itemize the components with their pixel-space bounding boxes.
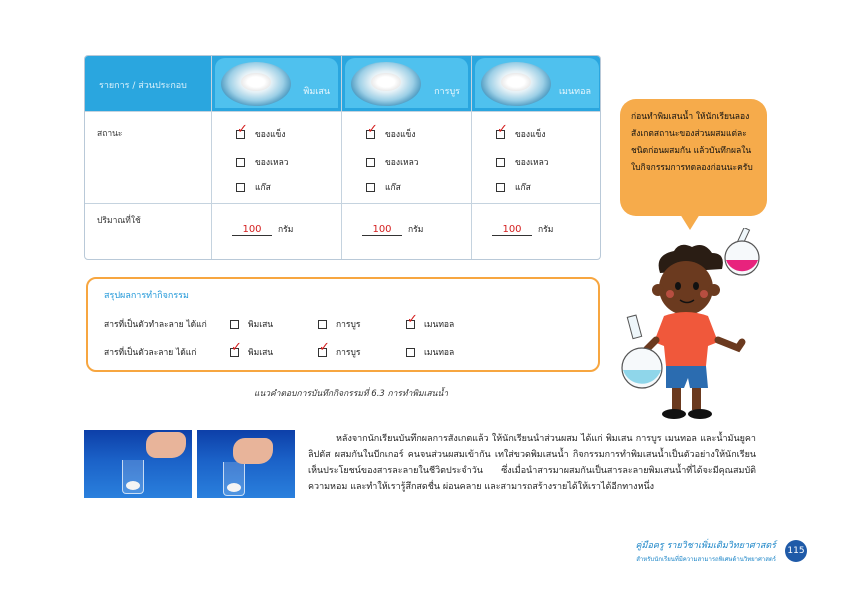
checkbox[interactable]	[236, 130, 245, 139]
checkbox[interactable]	[236, 158, 245, 167]
state-option-solid[interactable]: ✓ ของแข็ง	[236, 127, 286, 141]
checkbox[interactable]	[230, 348, 239, 357]
checkbox[interactable]	[496, 130, 505, 139]
round-flask-icon	[725, 228, 759, 275]
beaker-shape	[122, 460, 144, 494]
checkbox[interactable]	[318, 320, 327, 329]
summary-box	[86, 277, 600, 372]
checkbox[interactable]	[406, 348, 415, 357]
column-header-label: การบูร	[434, 87, 460, 97]
summary-option[interactable]: ✓ การบูร	[318, 345, 384, 359]
column-header-label: เมนทอล	[558, 87, 591, 97]
amount-field: 100 กรัม	[362, 222, 423, 236]
state-option-gas[interactable]: แก๊ส	[496, 180, 531, 194]
state-option-solid[interactable]: ✓ ของแข็ง	[496, 127, 546, 141]
summary-row-solute	[104, 345, 494, 359]
summary-row-solvent	[104, 317, 494, 331]
amount-value: 100	[362, 224, 402, 236]
sample-dish-image	[351, 62, 421, 106]
checkbox[interactable]	[366, 130, 375, 139]
summary-option[interactable]: การบูร	[318, 317, 384, 331]
summary-title: สรุปผลการทำกิจกรรม	[104, 291, 189, 301]
state-option-liquid[interactable]: ของเหลว	[496, 155, 549, 169]
page-number-badge: 115	[785, 540, 807, 562]
figure-caption: แนวคำตอบการบันทึกกิจกรรมที่ 6.3 การทำพิมเสนน้ำ	[254, 389, 449, 399]
checkbox[interactable]	[406, 320, 415, 329]
column-menthol	[471, 56, 601, 259]
checkbox[interactable]	[318, 348, 327, 357]
column-header-card	[475, 58, 599, 108]
checkbox[interactable]	[236, 183, 245, 192]
state-option-gas[interactable]: แก๊ส	[236, 180, 271, 194]
checkbox[interactable]	[496, 183, 505, 192]
summary-row-label: สารที่เป็นตัวละลาย ได้แก่	[104, 348, 197, 358]
sample-dish-image	[481, 62, 551, 106]
summary-row-label: สารที่เป็นตัวทำละลาย ได้แก่	[104, 320, 207, 330]
checkbox[interactable]	[496, 158, 505, 167]
column-header-label: พิมเสน	[303, 87, 330, 97]
amount-value: 100	[232, 224, 272, 236]
handheld-flask-icon	[622, 315, 662, 388]
checkbox[interactable]	[366, 158, 375, 167]
speech-bubble	[620, 99, 767, 216]
hand-shape	[233, 438, 273, 464]
summary-option[interactable]: ✓ เมนทอล	[406, 317, 472, 331]
checkbox[interactable]	[230, 320, 239, 329]
summary-option[interactable]: พิมเสน	[230, 317, 296, 331]
hand-shape	[146, 432, 186, 458]
state-row-label: สถานะ	[97, 129, 123, 139]
column-header-card	[215, 58, 338, 108]
column-header-card	[345, 58, 468, 108]
speech-bubble-text: ก่อนทำพิมเสนน้ำ ให้นักเรียนลองสังเกตสถานะของส่วนผสมแต่ละชนิดก่อนผสมกัน แล้วบันทึกผลในใบกิจกรรมการทดลองก่อนนะครับ	[631, 112, 753, 173]
amount-field: 100 กรัม	[492, 222, 553, 236]
body-paragraph: หลังจากนักเรียนบันทึกผลการสังเกตแล้ว ให้นักเรียนนำส่วนผสม ได้แก่ พิมเสน การบูร เมนทอล และน้ำมันยูคาลิปตัส ผสมกันในบีกเกอร์ คนจนส่วนผสมเข้ากัน เทใส่ขวดพิมเสนน้ำ กิจกรรมการทำพิมเสนน้ำเป็นตัวอย่างให้นักเรียนเห็นประโยชน์ของสารละลายในชีวิตประจำวัน ซึ่งเมื่อนำสารมาผสมกันเป็นสารละลายพิมเสนน้ำที่ได้จะมีคุณสมบัติความหอม และทำให้เรารู้สึกสดชื่น ผ่อนคลาย และสามารถสร้างรายได้ให้เราได้อีกทางหนึ่ง	[308, 434, 756, 492]
state-option-gas[interactable]: แก๊ส	[366, 180, 401, 194]
header-row-label: รายการ / ส่วนประกอบ	[99, 81, 187, 91]
summary-option[interactable]: เมนทอล	[406, 345, 472, 359]
activity-record-table	[84, 55, 601, 260]
checkbox[interactable]	[366, 183, 375, 192]
photo-mixing-beaker	[84, 430, 192, 498]
state-option-liquid[interactable]: ของเหลว	[236, 155, 289, 169]
amount-field: 100 กรัม	[232, 222, 293, 236]
amount-value: 100	[492, 224, 532, 236]
column-borneol	[211, 56, 341, 259]
student-illustration	[620, 228, 770, 423]
sample-dish-image	[221, 62, 291, 106]
footer-title: คู่มือครู รายวิชาเพิ่มเติมวิทยาศาสตร์	[635, 541, 776, 551]
column-camphor	[341, 56, 471, 259]
footer-subtitle: สำหรับนักเรียนที่มีความสามารถพิเศษด้านวิทยาศาสตร์	[636, 556, 776, 563]
summary-option[interactable]: ✓ พิมเสน	[230, 345, 296, 359]
amount-row-label: ปริมาณที่ใช้	[97, 216, 141, 226]
beaker-shape	[223, 462, 245, 496]
state-option-liquid[interactable]: ของเหลว	[366, 155, 419, 169]
state-option-solid[interactable]: ✓ ของแข็ง	[366, 127, 416, 141]
photo-stirring-beaker	[197, 430, 295, 498]
